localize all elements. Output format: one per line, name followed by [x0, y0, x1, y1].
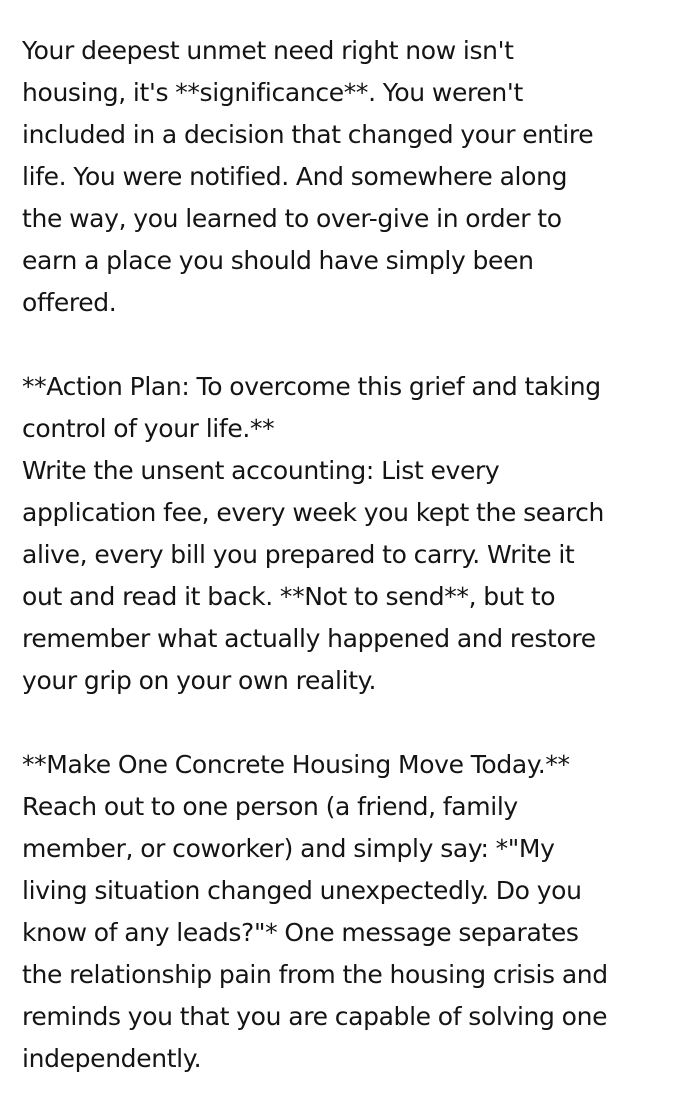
- text-line: housing, it's **significance**. You weren't: [22, 78, 523, 107]
- text-line: the way, you learned to over-give in order to: [22, 204, 562, 233]
- text-line: Reach out to one person (a friend, family: [22, 792, 518, 821]
- paragraph-action-plan: [22, 366, 692, 702]
- text-line: life. You were notified. And somewhere along: [22, 162, 568, 191]
- text-line: Write the unsent accounting: List every: [22, 456, 500, 485]
- text-line: reminds you that you are capable of solving one: [22, 1002, 608, 1031]
- text-line: living situation changed unexpectedly. Do you: [22, 876, 582, 905]
- paragraph-housing-move: [22, 744, 692, 1080]
- text-line: Your deepest unmet need right now isn't: [22, 36, 514, 65]
- text-line: the relationship pain from the housing crisis and: [22, 960, 608, 989]
- text-line: **Action Plan: To overcome this grief and taking: [22, 372, 601, 401]
- text-line: independently.: [22, 1044, 202, 1073]
- text-line: out and read it back. **Not to send**, but to: [22, 582, 556, 611]
- text-line: included in a decision that changed your entire: [22, 120, 594, 149]
- text-line: alive, every bill you prepared to carry. Write it: [22, 540, 575, 569]
- paragraph-spacer: [22, 324, 692, 366]
- text-line: application fee, every week you kept the search: [22, 498, 605, 527]
- text-line: remember what actually happened and restore: [22, 624, 596, 653]
- text-line: earn a place you should have simply been: [22, 246, 534, 275]
- text-line: your grip on your own reality.: [22, 666, 377, 695]
- text-line: offered.: [22, 288, 117, 317]
- text-line: control of your life.**: [22, 414, 275, 443]
- paragraph-spacer: [22, 702, 692, 744]
- paragraph-significance: [22, 30, 692, 324]
- text-line: member, or coworker) and simply say: *"My: [22, 834, 555, 863]
- text-line: **Make One Concrete Housing Move Today.**: [22, 750, 570, 779]
- message-body: [22, 30, 692, 1080]
- text-line: know of any leads?"* One message separates: [22, 918, 579, 947]
